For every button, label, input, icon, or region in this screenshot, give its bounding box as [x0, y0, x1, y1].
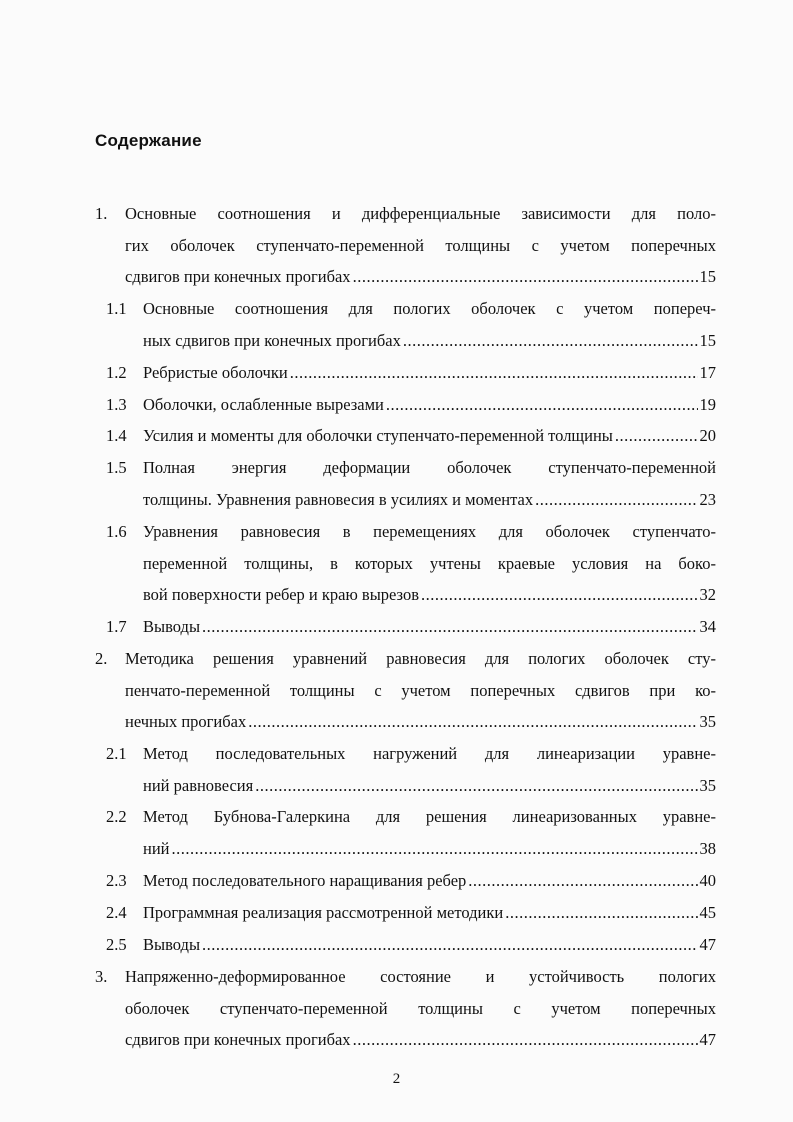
- toc-entry: [95, 198, 716, 293]
- toc-entry-page: 47: [699, 935, 716, 954]
- toc-entry-title-line: Выводы: [143, 617, 201, 636]
- toc-entry-title-line: Выводы: [143, 935, 201, 954]
- toc-entry-number: 1.7: [106, 617, 127, 636]
- toc-entry-page: 45: [699, 903, 716, 922]
- page-title: Содержание: [95, 131, 202, 150]
- toc-entry-title-line: Основные соотношения и дифференциальные зависимости для поло-: [125, 204, 716, 223]
- toc-entry-number: 2.4: [106, 903, 127, 922]
- toc-entry: [106, 452, 716, 515]
- toc-entry-number: 1.: [95, 204, 108, 223]
- toc-entry-page: 35: [699, 775, 716, 795]
- dot-leader: [172, 833, 698, 865]
- toc-entry: [95, 643, 716, 738]
- toc-entry-title-line: пенчато-переменной толщины с учетом поперечных сдвигов при ко-: [125, 680, 716, 700]
- toc-entry-title-line: сдвигов при конечных прогибах: [125, 1030, 351, 1049]
- toc-entry-page: 17: [699, 363, 716, 382]
- toc-entry-number: 2.5: [106, 935, 127, 954]
- toc-entry-page: 20: [699, 426, 716, 445]
- toc-entry-page: 40: [699, 871, 716, 890]
- toc-entry-number: 1.4: [106, 426, 127, 445]
- dot-leader: [535, 484, 697, 516]
- toc-entry-title-line: Метод Бубнова-Галеркина для решения линеаризованных уравне-: [143, 807, 716, 826]
- toc-entry-title-line: Программная реализация рассмотренной методики: [143, 903, 504, 922]
- toc-entry-number: 1.2: [106, 363, 127, 382]
- toc-entry-number: 1.3: [106, 395, 127, 414]
- toc-entry-title-line: Ребристые оболочки: [143, 363, 288, 382]
- dot-leader: [403, 325, 698, 357]
- toc-entry-number: 2.1: [106, 744, 127, 763]
- toc-entry-title-line: гих оболочек ступенчато-переменной толщины с учетом поперечных: [125, 235, 716, 255]
- toc-entry: [106, 738, 716, 801]
- toc-entry-title-line: Усилия и моменты для оболочки ступенчато-переменной толщины: [143, 426, 613, 445]
- toc-entry-title-line: нечных прогибах: [125, 712, 247, 731]
- dot-leader: [202, 929, 697, 961]
- toc-entry-title-line: Метод последовательных нагружений для линеаризации уравне-: [143, 744, 716, 763]
- toc-entry-title-line: оболочек ступенчато-переменной толщины с учетом поперечных: [125, 998, 716, 1018]
- dot-leader: [255, 770, 697, 802]
- toc-entry: [95, 961, 716, 1056]
- toc-entry-title-line: ний: [143, 838, 170, 858]
- toc-entry-page: 34: [699, 617, 716, 636]
- toc-entry-page: 38: [699, 838, 716, 858]
- dot-leader: [468, 865, 697, 897]
- toc-entry-page: 32: [699, 585, 716, 604]
- toc-entry: [106, 611, 716, 643]
- toc-entry-number: 2.3: [106, 871, 127, 890]
- toc-entry: [106, 865, 716, 897]
- toc-entry-page: 35: [699, 712, 716, 731]
- toc-entry-title-line: Методика решения уравнений равновесия для пологих оболочек сту-: [125, 649, 716, 668]
- toc-entry-title-line: ний равновесия: [143, 775, 254, 795]
- dot-leader: [353, 261, 698, 293]
- toc-entry-number: 2.2: [106, 807, 127, 826]
- toc-entry: [106, 293, 716, 356]
- toc-entry-title-line: сдвигов при конечных прогибах: [125, 267, 351, 286]
- toc-entry-title-line: Напряженно-деформированное состояние и устойчивость пологих: [125, 967, 716, 986]
- toc-entry-page: 19: [699, 395, 716, 414]
- page-number: 2: [392, 1071, 401, 1087]
- toc-entry: [106, 389, 716, 421]
- toc-entry-title-line: Оболочки, ослабленные вырезами: [143, 395, 384, 414]
- toc-entry-number: 3.: [95, 967, 108, 986]
- toc-entry: [106, 357, 716, 389]
- toc-entry-title-line: Полная энергия деформации оболочек ступенчато-переменной: [143, 458, 716, 477]
- dot-leader: [290, 357, 698, 389]
- toc-entry-number: 1.5: [106, 458, 127, 477]
- toc-entry: [106, 929, 716, 961]
- dot-leader: [505, 897, 697, 929]
- toc-entry-number: 1.1: [106, 299, 127, 318]
- dot-leader: [248, 706, 697, 738]
- toc-entry: [106, 516, 716, 611]
- toc-entry-page: 47: [699, 1030, 716, 1049]
- toc-entry-title-line: Метод последовательного наращивания ребер: [143, 871, 467, 890]
- toc-entry-number: 2.: [95, 649, 108, 668]
- toc-entry-title-line: толщины. Уравнения равновесия в усилиях и моментах: [143, 489, 534, 509]
- dot-leader: [353, 1024, 698, 1056]
- toc-entry-title-line: ных сдвигов при конечных прогибах: [143, 330, 401, 350]
- toc-entry-title-line: переменной толщины, в которых учтены краевые условия на боко-: [143, 553, 716, 573]
- toc-entry: [106, 801, 716, 864]
- toc-entry-title-line: Основные соотношения для пологих оболочек с учетом попереч-: [143, 299, 716, 318]
- toc-entry: [106, 420, 716, 452]
- dot-leader: [386, 389, 698, 421]
- dot-leader: [202, 611, 697, 643]
- toc-entry-page: 15: [699, 267, 716, 286]
- toc-entry-page: 23: [699, 489, 716, 509]
- toc-entry-title-line: Уравнения равновесия в перемещениях для оболочек ступенчато-: [143, 522, 716, 541]
- dot-leader: [615, 420, 698, 452]
- dot-leader: [421, 579, 697, 611]
- toc-entry-page: 15: [699, 330, 716, 350]
- toc-entry-title-line: вой поверхности ребер и краю вырезов: [143, 585, 420, 604]
- toc-entry-number: 1.6: [106, 522, 127, 541]
- toc-entry: [106, 897, 716, 929]
